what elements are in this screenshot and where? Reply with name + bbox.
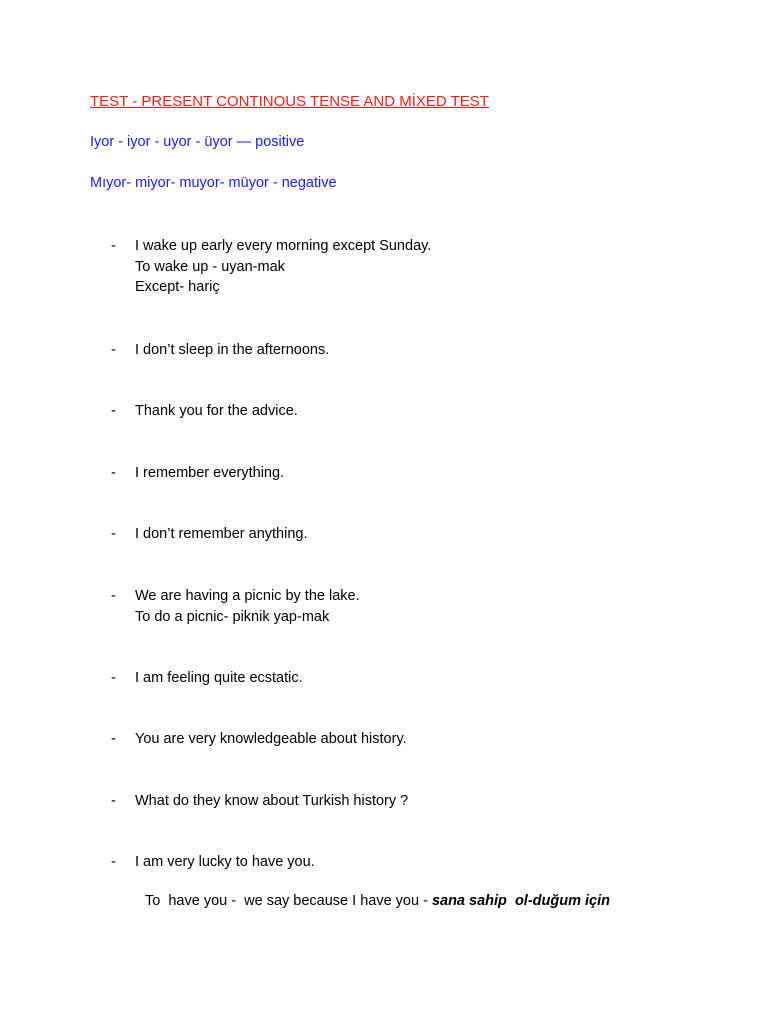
list-item-text bbox=[135, 791, 408, 812]
bullet-dash: - bbox=[111, 342, 116, 358]
list-item-text bbox=[135, 668, 303, 689]
translation-note-text: To have you - we say because I have you - bbox=[145, 893, 432, 909]
translation-note bbox=[145, 893, 610, 909]
sentence: I am feeling quite ecstatic. bbox=[135, 670, 303, 686]
rule-positive: Iyor - iyor - uyor - üyor — positive bbox=[90, 134, 305, 150]
list-item-text bbox=[135, 340, 329, 361]
bullet-dash: - bbox=[111, 403, 116, 419]
list-item-text bbox=[135, 236, 431, 298]
sentence: I am very lucky to have you. bbox=[135, 854, 315, 870]
vocabulary-note: To wake up - uyan-mak bbox=[135, 258, 285, 275]
bullet-dash: - bbox=[111, 670, 116, 686]
bullet-dash: - bbox=[111, 238, 116, 254]
list-item-text bbox=[135, 852, 315, 873]
bullet-dash: - bbox=[111, 731, 116, 747]
rule-negative: Mıyor- miyor- muyor- müyor - negative bbox=[90, 175, 337, 191]
list-item-text bbox=[135, 401, 298, 422]
sentence: We are having a picnic by the lake. bbox=[135, 588, 360, 604]
sentence: I remember everything. bbox=[135, 465, 285, 481]
bullet-dash: - bbox=[111, 793, 116, 809]
sentence: What do they know about Turkish history ? bbox=[135, 793, 409, 809]
vocabulary-note: Except- hariç bbox=[135, 279, 220, 295]
sentence: I don’t sleep in the afternoons. bbox=[135, 342, 330, 358]
sentence: You are very knowledgeable about history. bbox=[135, 731, 407, 747]
bullet-dash: - bbox=[111, 465, 116, 481]
list-item-text bbox=[135, 586, 360, 627]
list-item-text bbox=[135, 463, 284, 484]
list-item-text bbox=[135, 729, 407, 750]
document-title: TEST - PRESENT CONTINOUS TENSE AND MİXED TEST bbox=[90, 93, 489, 110]
vocabulary-note: To do a picnic- piknik yap-mak bbox=[135, 608, 330, 625]
sentence: Thank you for the advice. bbox=[135, 403, 298, 419]
sentence: I wake up early every morning except Sunday. bbox=[135, 238, 432, 254]
bullet-dash: - bbox=[111, 588, 116, 604]
bullet-dash: - bbox=[111, 854, 116, 870]
bullet-dash: - bbox=[111, 526, 116, 542]
list-item-text bbox=[135, 524, 307, 545]
sentence: I don’t remember anything. bbox=[135, 526, 308, 542]
translation-note-emphasis: sana sahip ol-duğum için bbox=[431, 893, 610, 909]
